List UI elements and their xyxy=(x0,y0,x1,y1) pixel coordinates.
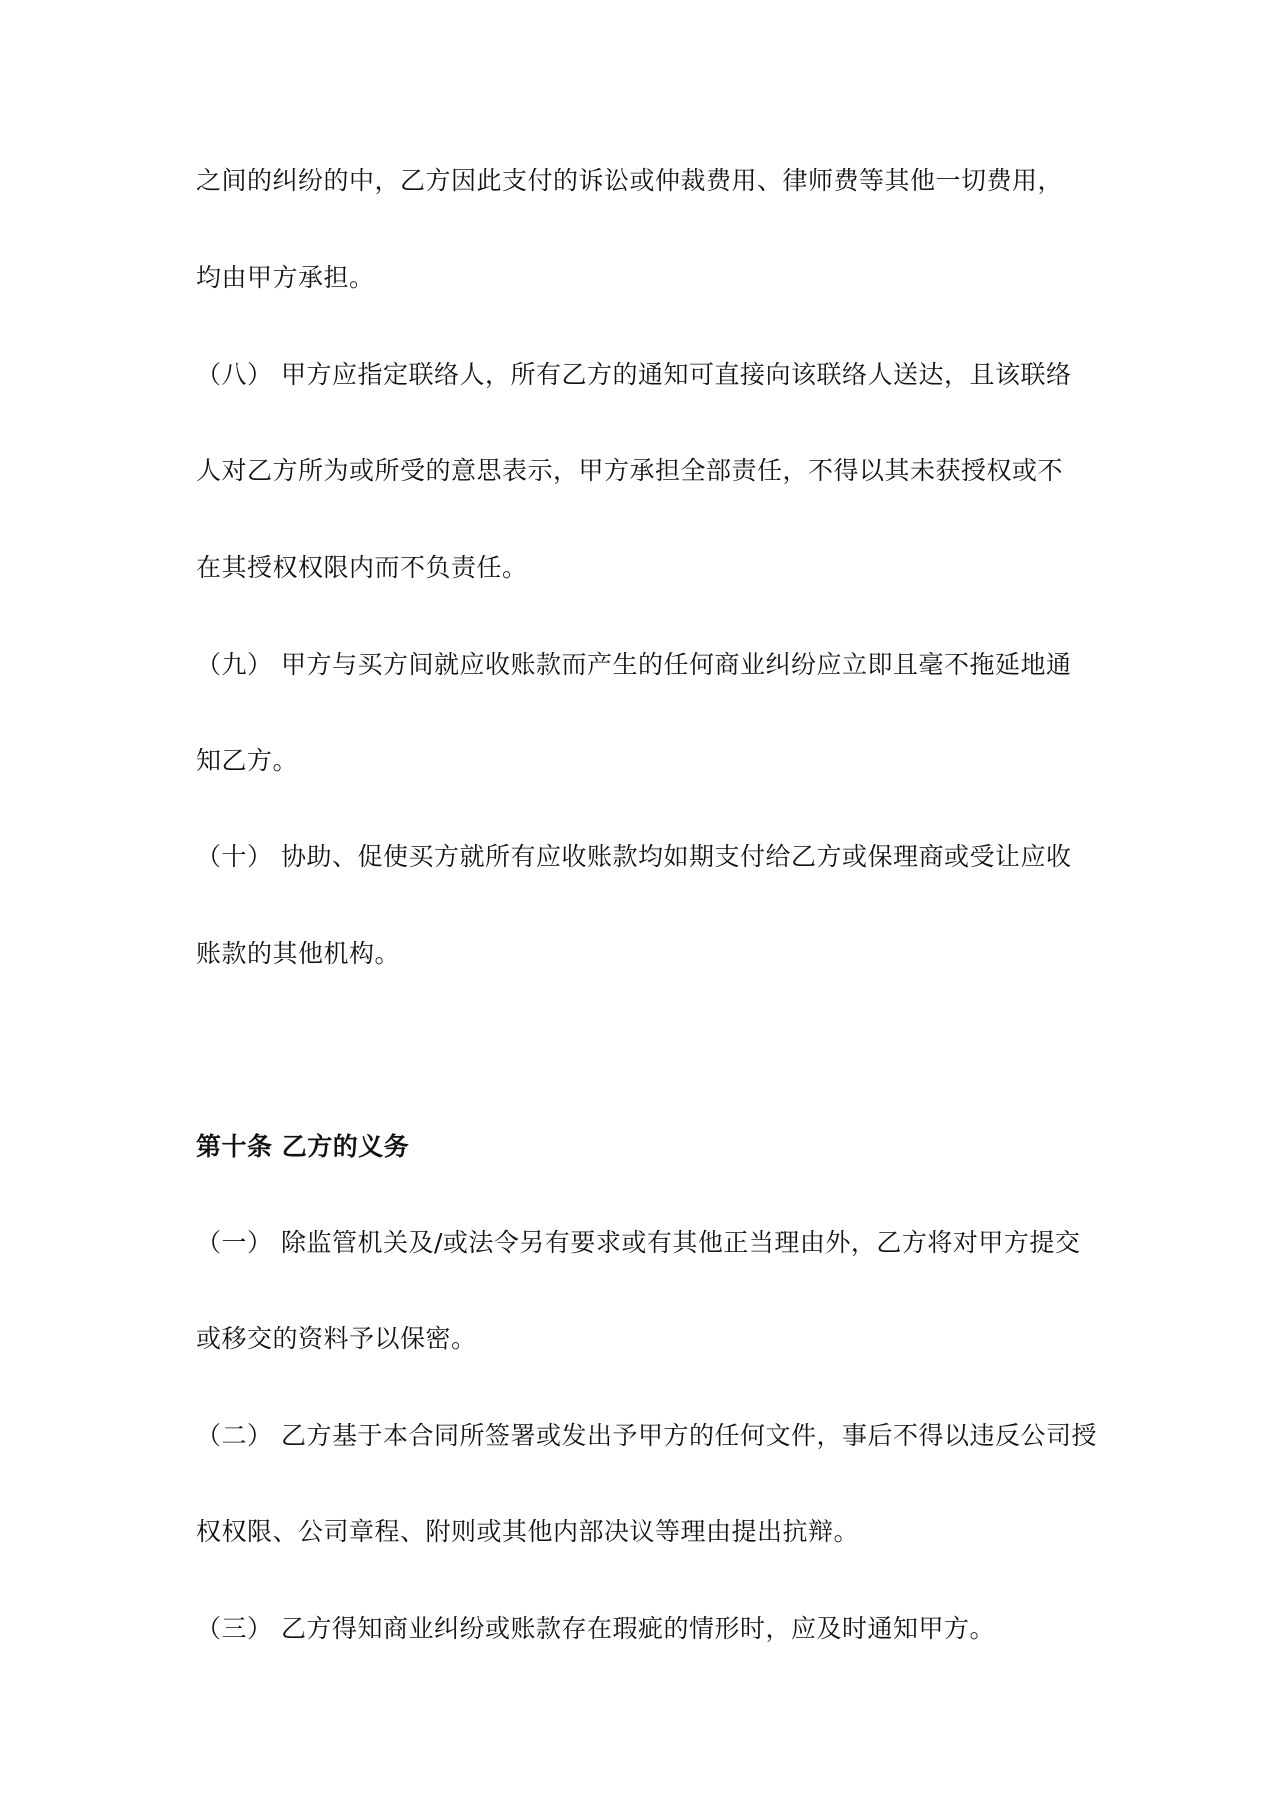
paragraph-line: 账款的其他机构。 xyxy=(196,939,401,968)
paragraph-line: 之间的纠纷的中，乙方因此支付的诉讼或仲裁费用、律师费等其他一切费用， xyxy=(196,166,1064,195)
paragraph-line: 在其授权权限内而不负责任。 xyxy=(196,553,528,582)
clause-10-line: （十） 协助、促使买方就所有应收账款均如期支付给乙方或保理商或受让应收 xyxy=(196,842,1072,871)
clause-9-line: （九） 甲方与买方间就应收账款而产生的任何商业纠纷应立即且毫不拖延地通 xyxy=(196,650,1072,679)
paragraph-line: 权权限、公司章程、附则或其他内部决议等理由提出抗辩。 xyxy=(196,1517,860,1546)
paragraph-line: 知乙方。 xyxy=(196,746,299,775)
clause-8-line: （八） 甲方应指定联络人，所有乙方的通知可直接向该联络人送达，且该联络 xyxy=(196,360,1072,389)
paragraph-line: 人对乙方所为或所受的意思表示，甲方承担全部责任，不得以其未获授权或不 xyxy=(196,456,1064,485)
section-heading: 第十条 乙方的义务 xyxy=(196,1132,410,1161)
paragraph-line: 或移交的资料予以保密。 xyxy=(196,1324,477,1353)
obligation-2-line: （二） 乙方基于本合同所签署或发出予甲方的任何文件，事后不得以违反公司授 xyxy=(196,1421,1097,1450)
paragraph-line: 均由甲方承担。 xyxy=(196,263,375,292)
obligation-1-line: （一） 除监管机关及/或法令另有要求或有其他正当理由外，乙方将对甲方提交 xyxy=(196,1228,1081,1257)
obligation-3-line: （三） 乙方得知商业纠纷或账款存在瑕疵的情形时，应及时通知甲方。 xyxy=(196,1614,995,1643)
